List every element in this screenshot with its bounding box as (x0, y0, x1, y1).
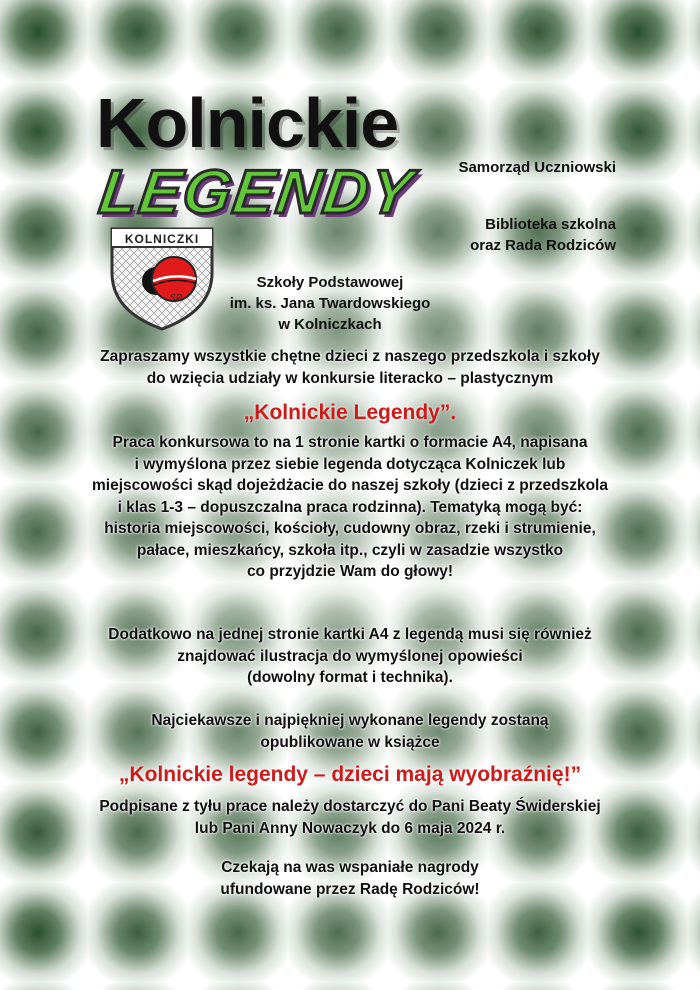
contest-name-heading: „Kolnickie Legendy”. (243, 401, 457, 424)
school-name-block (200, 272, 460, 335)
text-line: (dowolny format i technika). (247, 669, 453, 686)
submission-paragraph (40, 796, 660, 839)
text-line: lub Pani Anny Nowaczyk do 6 maja 2024 r. (194, 819, 506, 837)
text-line: do wzięcia udziały w konkursie literacko – plastycznym (146, 369, 554, 387)
text-line: Praca konkursowa to na 1 stronie kartki o formacie A4, napisana (112, 434, 588, 451)
organizer-line: Biblioteka szkolna (485, 216, 616, 233)
text-line: i klas 1-3 – dopuszczalna praca rodzinna). Tematyką mogą być: (117, 498, 583, 516)
book-title-heading: „Kolnickie legendy – dzieci mają wyobraźnię!” (118, 763, 582, 786)
publication-paragraph (40, 710, 660, 753)
organizer-library-council (470, 214, 616, 256)
text-line: pałace, mieszkańcy, szkoła itp., czyli w zasadzie wszystko (136, 541, 564, 559)
crest-ball-label: SP (169, 292, 183, 304)
crest-label: KOLNICZKI (124, 232, 200, 246)
text-line: Czekają na was wspaniałe nagrody (221, 859, 479, 876)
organizer-student-council (458, 157, 616, 178)
text-line: Dodatkowo na jednej stronie kartki A4 z legendą musi się również (108, 626, 592, 643)
school-line: Szkoły Podstawowej (256, 274, 404, 291)
school-line: w Kolniczkach (278, 316, 382, 333)
text-line: znajdować ilustracja do wymyślonej opowieści (177, 647, 523, 665)
text-line: ufundowane przez Radę Rodziców! (220, 880, 480, 898)
text-line: Najciekawsze i najpiękniej wykonane legendy zostaną (151, 712, 549, 729)
text-line: historia miejscowości, kościoły, cudowny obraz, rzeki i strumienie, (104, 520, 596, 537)
text-line: miejscowości skąd dojeżdżacie do naszej szkoły (dzieci z przedszkola (92, 477, 608, 494)
rules-paragraph (40, 432, 660, 583)
organizer-line: oraz Rada Rodziców (470, 237, 616, 254)
invitation-paragraph (40, 346, 660, 389)
text-line: i wymyślona przez siebie legenda dotycząca Kolniczek lub (134, 455, 566, 473)
logo-title-kolnickie: Kolnickie (96, 84, 399, 162)
text-line: Zapraszamy wszystkie chętne dzieci z naszego przedszkola i szkoły (100, 348, 600, 365)
logo-title-legendy: LEGENDY (95, 158, 419, 227)
organizer-line: Samorząd Uczniowski (458, 159, 616, 176)
school-line: im. ks. Jana Twardowskiego (229, 295, 431, 312)
prizes-paragraph (40, 857, 660, 900)
illustration-paragraph (40, 624, 660, 689)
text-line: co przyjdzie Wam do głowy! (246, 563, 454, 580)
text-line: opublikowane w książce (260, 733, 440, 751)
text-line: Podpisane z tyłu prace należy dostarczyć do Pani Beaty Świderskiej (99, 798, 601, 815)
